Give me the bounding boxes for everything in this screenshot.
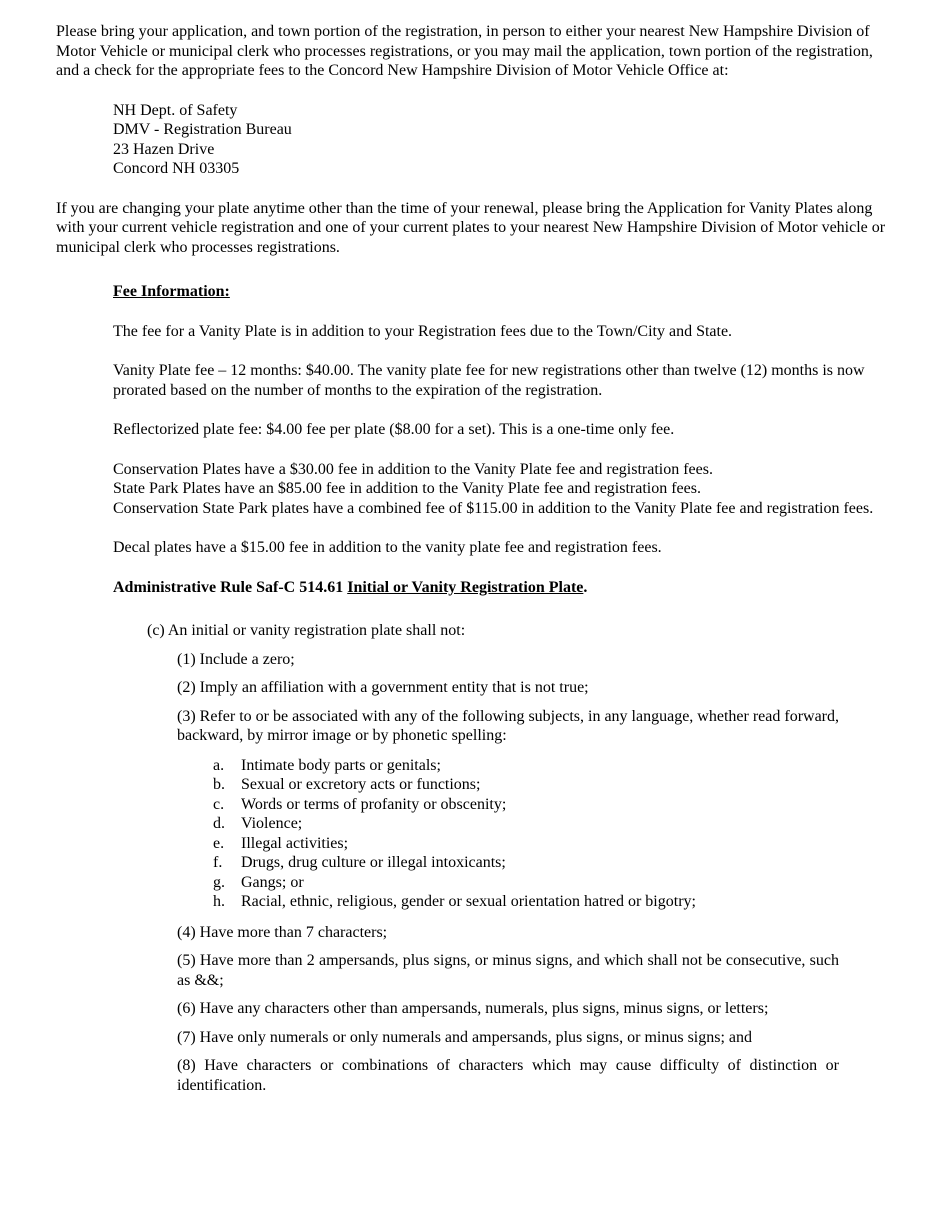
state-park-fee-line: State Park Plates have an $85.00 fee in addition to the Vanity Plate fee and registration fees. [113,480,701,497]
rule-subitem: (5) Have more than 2 ampersands, plus signs, or minus signs, and which shall not be consecutive, such as &&; [177,952,839,989]
rule-subitem: (3) Refer to or be associated with any of the following subjects, in any language, whether read forward, backward, by mirror image or by phonetic spelling: [177,707,839,744]
list-letter: g. [213,873,225,891]
list-text: Violence; [241,815,303,832]
list-item [213,775,896,795]
list-text: Racial, ethnic, religious, gender or sexual orientation hatred or bigotry; [241,893,696,910]
vanity-fee-paragraph: Vanity Plate fee – 12 months: $40.00. The vanity plate fee for new registrations other than twelve (12) months is now prorated based on the number of months to the expiration of the registration. [113,362,865,399]
rule-subitem: (8) Have characters or combinations of characters which may cause difficulty of distinction or identification. [177,1057,839,1094]
mailing-address [113,101,896,179]
intro-paragraph: Please bring your application, and town portion of the registration, in person to either your nearest New Hampshire Division of Motor Vehicle or municipal clerk who processes registrations, or you may mail the application, town portion of the registration, and a check for the appropriate fees to the Concord New Hampshire Division of Motor Vehicle Office at: [56,23,873,79]
list-text: Sexual or excretory acts or functions; [241,776,481,793]
address-line: Concord NH 03305 [113,160,240,177]
rule-subitem: (1) Include a zero; [177,650,295,668]
administrative-rule-heading [113,578,896,598]
decal-fee-paragraph: Decal plates have a $15.00 fee in addition to the vanity plate fee and registration fees. [113,539,662,556]
list-item [213,795,896,815]
rule-heading-suffix: . [583,578,588,596]
list-text: Gangs; or [241,873,304,891]
list-item [213,873,896,893]
reflectorized-fee-paragraph: Reflectorized plate fee: $4.00 fee per plate ($8.00 for a set). This is a one-time only fee. [113,421,675,438]
rule-subitem: (6) Have any characters other than ampersands, numerals, plus signs, minus signs, or letters; [177,1000,769,1017]
list-letter: f. [213,854,223,871]
list-text: Drugs, drug culture or illegal intoxicants; [241,854,506,871]
list-letter: e. [213,834,225,852]
list-text: Words or terms of profanity or obscenity; [241,795,507,813]
list-item [213,853,896,873]
list-item [213,756,896,776]
list-letter: a. [213,756,225,774]
document-page [56,22,896,1104]
conservation-state-park-fee-line: Conservation State Park plates have a combined fee of $115.00 in addition to the Vanity Plate fee and registration fees. [113,499,874,517]
list-letter: c. [213,795,225,813]
rule-heading-prefix: Administrative Rule Saf-C 514.61 [113,578,348,596]
fee-information-heading: Fee Information: [113,283,230,300]
list-item [213,834,896,854]
rule-subitem: (7) Have only numerals or only numerals and ampersands, plus signs, or minus signs; and [177,1028,753,1046]
conservation-fee-line: Conservation Plates have a $30.00 fee in addition to the Vanity Plate fee and registration fees. [113,460,713,478]
list-letter: b. [213,776,225,793]
rule-subitem: (2) Imply an affiliation with a government entity that is not true; [177,679,589,696]
list-letter: d. [213,815,225,832]
list-item [213,814,896,834]
list-text: Illegal activities; [241,834,349,852]
rule-item-c: (c) An initial or vanity registration plate shall not: [147,622,466,639]
list-item [213,892,896,912]
fee-paragraph: The fee for a Vanity Plate is in addition to your Registration fees due to the Town/City and State. [113,322,733,340]
list-text: Intimate body parts or genitals; [241,756,441,774]
address-line: DMV - Registration Bureau [113,121,292,138]
address-line: 23 Hazen Drive [113,140,215,158]
special-plates-fees [113,460,896,519]
plate-change-paragraph: If you are changing your plate anytime other than the time of your renewal, please bring the Application for Vanity Plates along with your current vehicle registration and one of your current plates to your nearest New Hampshire Division of Motor vehicle or municipal clerk who processes registrations. [56,199,886,256]
prohibited-subjects-list [213,756,896,912]
rule-subitem: (4) Have more than 7 characters; [177,923,388,941]
address-line: NH Dept. of Safety [113,101,238,119]
rule-heading-title: Initial or Vanity Registration Plate [347,578,584,596]
list-letter: h. [213,893,225,910]
